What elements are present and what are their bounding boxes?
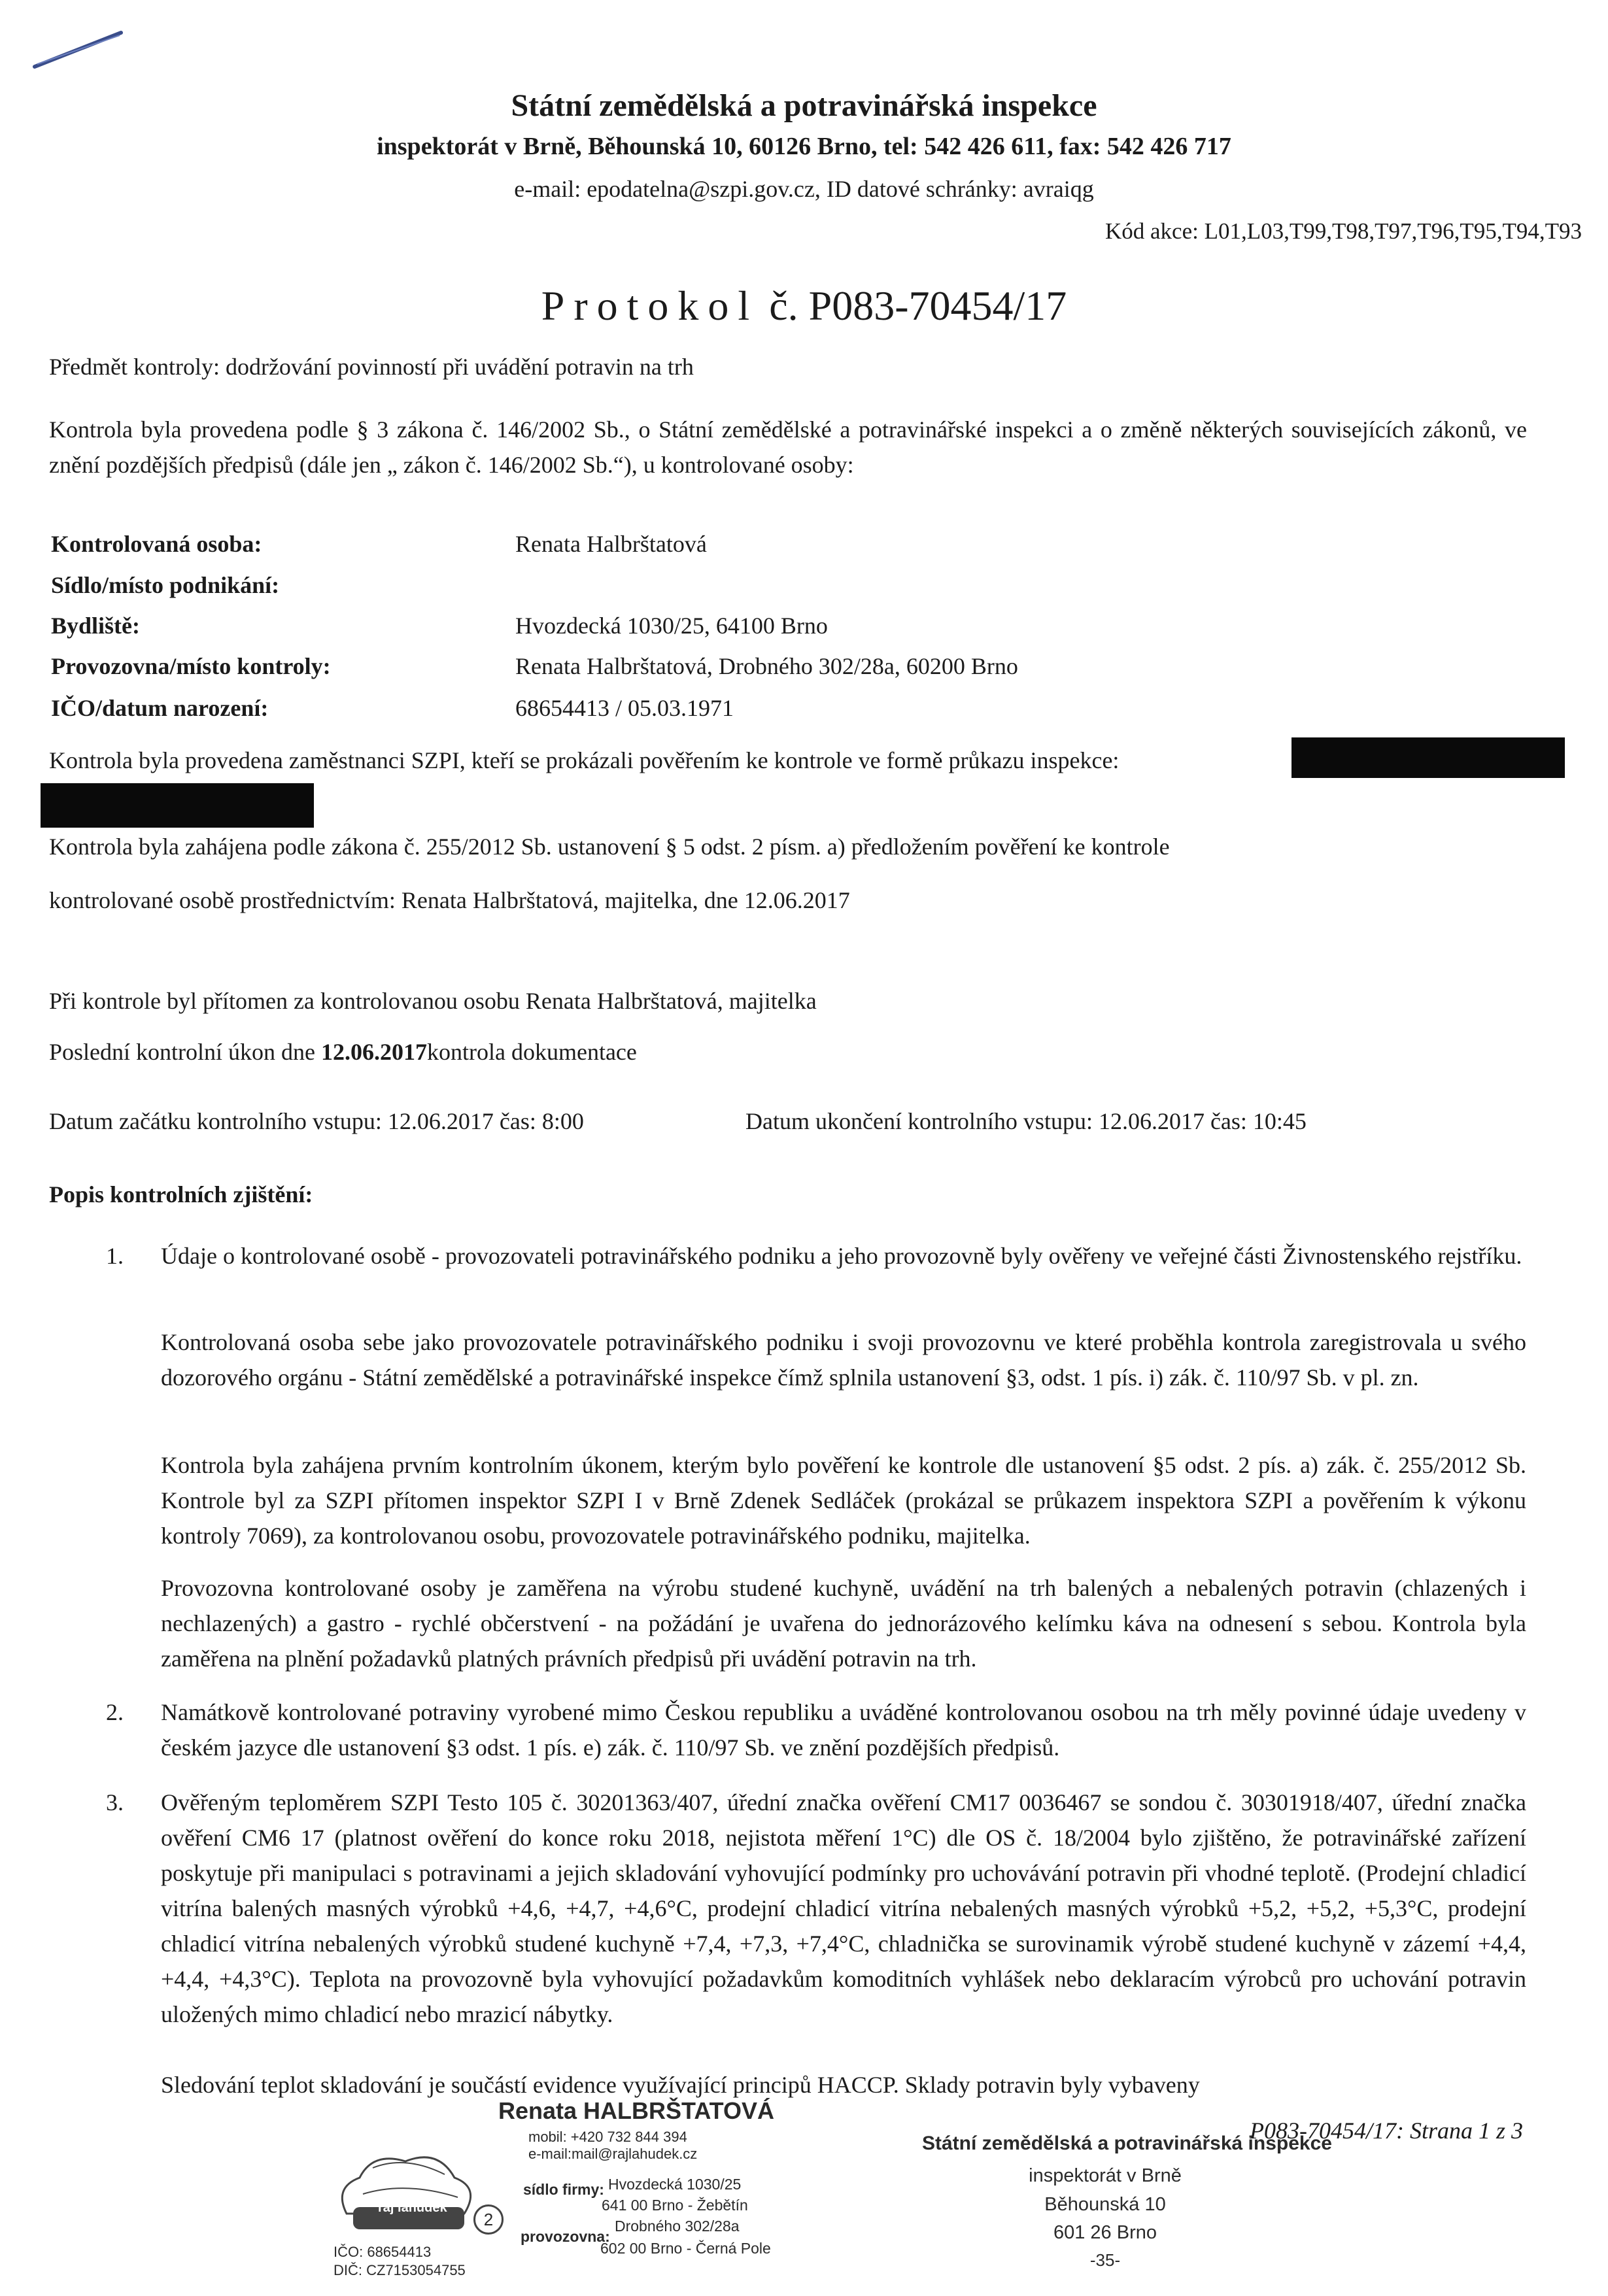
stamp-szpi-line3: 601 26 Brno: [1053, 2222, 1157, 2243]
company-stamp: [327, 2066, 811, 2288]
field-value-ico: 68654413 / 05.03.1971: [515, 695, 734, 721]
stamp-shop-label: provozovna:: [521, 2228, 610, 2245]
stamp-szpi-line4: -35-: [1089, 2250, 1121, 2270]
stamp-hq-line2: 641 00 Brno - Žebětín: [602, 2197, 748, 2214]
field-label-person: Kontrolovaná osoba:: [51, 531, 262, 557]
stamp-hq-label: sídlo firmy:: [523, 2181, 604, 2198]
last-act-text: [49, 1034, 1527, 1070]
stamp-hq-line1: Hvozdecká 1030/25: [608, 2176, 742, 2193]
end-datetime: Datum ukončení kontrolního vstupu: 12.06.2017 čas: 10:45: [745, 1108, 1307, 1134]
finding-1-para-3: Kontrola byla zahájena prvním kontrolním úkonem, kterým bylo pověření ke kontrole dle ustanovení §5 odst. 2 pís. a) zák. č. 255/2012 Sb. Kontrole byl za SZPI přítomen inspektor SZPI I v Brně Zdenek Sedláček (prokázal se průkazem inspektora SZPI a pověřením k výkonu kontroly 7069), za kontrolovanou osobu, provozovatele potravinářského podniku, majitelka.: [161, 1452, 1526, 1549]
authority-title: Státní zemědělská a potravinářská inspekce: [511, 88, 1097, 123]
finding-1-para-4: Provozovna kontrolované osoby je zaměřena na výrobu studené kuchyně, uvádění na trh balených a nebalených potravin (chlazených i nechlazených) a gastro - rychlé občerstvení - na požádání je uvařena do jednorázového kelímku káva na odnesení s sebou. Kontrola byla zaměřena na plnění požadavků platných právních předpisů při uvádění potravin na trh.: [161, 1575, 1526, 1672]
stamp-szpi-line2: Běhounská 10: [1044, 2193, 1166, 2215]
authority-contact: e-mail: epodatelna@szpi.gov.cz, ID datové schránky: avraiqg: [514, 176, 1094, 202]
last-act-prefix: Poslední kontrolní úkon dne: [49, 1039, 321, 1065]
stamp-shop-line2: 602 00 Brno - Černá Pole: [600, 2240, 771, 2257]
redaction-bar: [41, 783, 314, 828]
field-value-residence: Hvozdecká 1030/25, 64100 Brno: [515, 613, 828, 639]
field-label-residence: Bydliště:: [51, 613, 141, 639]
chef-hat-logo-icon: [327, 2142, 484, 2240]
protocol-number: č. P083-70454/17: [769, 282, 1067, 329]
present-person-text: Při kontrole byl přítomen za kontrolovanou osobu Renata Halbrštatová, majitelka: [49, 988, 817, 1014]
finding-3-para-2: Sledování teplot skladování je součástí evidence využívající principů HACCP. Sklady potravin byly vybaveny: [161, 2072, 1200, 2098]
finding-2-para-1: Namátkově kontrolované potraviny vyrobené mimo Českou republiku a uváděné kontrolovanou osobou na trh měly povinné údaje uvedeny v českém jazyce dle ustanovení §3 odst. 1 pís. e) zák. č. 110/97 Sb. ve znění pozdějších předpisů.: [161, 1699, 1526, 1761]
start-datetime: Datum začátku kontrolního vstupu: 12.06.2017 čas: 8:00: [49, 1108, 584, 1134]
inspectors-text: Kontrola byla provedena zaměstnanci SZPI, kteří se prokázali pověřením ke kontrole ve formě průkazu inspekce:: [49, 747, 1120, 773]
redaction-bar: [1292, 737, 1565, 778]
authority-address: inspektorát v Brně, Běhounská 10, 60126 Brno, tel: 542 426 611, fax: 542 426 717: [377, 133, 1231, 160]
last-act-suffix: kontrola dokumentace: [427, 1039, 637, 1065]
field-label-ico: IČO/datum narození:: [51, 695, 269, 721]
stamp-logo-text: ráj lahůdek: [378, 2201, 447, 2215]
legal-basis: Kontrola byla provedena podle § 3 zákona č. 146/2002 Sb., o Státní zemědělské a potravinářské inspekci a o změně některých souvisejících zákonů, ve znění pozdějších předpisů (dále jen „ zákon č. 146/2002 Sb.“), u kontrolované osoby:: [49, 416, 1527, 478]
stamp-ico: IČO: 68654413: [334, 2244, 432, 2260]
action-code: Kód akce: L01,L03,T99,T98,T97,T96,T95,T94,T93: [1104, 218, 1582, 244]
last-act-date: 12.06.2017: [321, 1039, 427, 1065]
field-value-premises: Renata Halbrštatová, Drobného 302/28a, 60200 Brno: [515, 653, 1018, 679]
stamp-szpi-line1: inspektorát v Brně: [1029, 2165, 1182, 2186]
inspection-subject: Předmět kontroly: dodržování povinností při uvádění potravin na trh: [49, 354, 694, 380]
field-label-seat: Sídlo/místo podnikání:: [51, 572, 280, 598]
finding-number: 3.: [106, 1789, 124, 1815]
protocol-word: Protokol: [541, 282, 759, 329]
pen-mark: [29, 26, 128, 72]
findings-heading: Popis kontrolních zjištění:: [49, 1181, 313, 1207]
finding-number: 1.: [106, 1243, 124, 1269]
stamp-company-mobile: mobil: +420 732 844 394: [528, 2129, 687, 2145]
field-value-person: Renata Halbrštatová: [515, 531, 707, 557]
stamp-circle-number: 2: [473, 2204, 504, 2235]
protocol-heading: [0, 275, 1608, 337]
stamp-company-name: Renata HALBRŠTATOVÁ: [498, 2097, 775, 2124]
szpi-stamp: [922, 2118, 1332, 2288]
finding-number: 2.: [106, 1699, 124, 1725]
page-number: P083-70454/17: Strana 1 z 3: [1250, 2118, 1523, 2144]
stamp-dic: DIČ: CZ7153054755: [334, 2262, 466, 2278]
finding-1-para-1: Údaje o kontrolované osobě - provozovateli potravinářského podniku a jeho provozovně byly ověřeny ve veřejné části Živnostenského rejstříku.: [161, 1243, 1522, 1269]
stamp-szpi-title: Státní zemědělská a potravinářská inspekce: [922, 2133, 1332, 2154]
start-text-line2: kontrolované osobě prostřednictvím: Renata Halbrštatová, majitelka, dne 12.06.2017: [49, 887, 850, 913]
start-text-line1: Kontrola byla zahájena podle zákona č. 255/2012 Sb. ustanovení § 5 odst. 2 písm. a) předložením pověření ke kontrole: [49, 834, 1170, 860]
finding-1-para-2: Kontrolovaná osoba sebe jako provozovatele potravinářského podniku i svoji provozovnu ve které proběhla kontrola zaregistrovala u svého dozorového orgánu - Státní zemědělské a potravinářské inspekce čímž splnila ustanovení §3, odst. 1 pís. i) zák. č. 110/97 Sb. v pl. zn.: [161, 1329, 1526, 1391]
finding-3-para-1: Ověřeným teploměrem SZPI Testo 105 č. 30201363/407, úřední značka ověření CM17 0036467 se sondou č. 30301918/407, úřední značka ověření CM6 17 (platnost ověření do konce roku 2018, nejistota měření 1°C) dle OS č. 18/2004 bylo zjištěno, že potravinářské zařízení poskytuje při manipulaci s potravinami a jejich skladování vyhovující podmínky pro uchovávání potravin při vhodné teplotě. (Prodejní chladicí vitrína balených masných výrobků +4,6, +4,7, +4,6°C, prodejní chladicí vitrína nebalených masných výrobků +5,2, +5,2, +5,3°C, prodejní chladicí vitrína nebalených výrobků studené kuchyně +7,4, +7,3, +7,4°C, chladnička se surovinamik výrobě studené kuchyně v zázemí +4,4, +4,4, +4,3°C). Teplota na provozovně byla vyhovující požadavkům komoditních vyhlášek nebo deklaracím výrobců pro uchování potravin uložených mimo chladicí nebo mrazicí nábytky.: [161, 1789, 1526, 2027]
field-label-premises: Provozovna/místo kontroly:: [51, 653, 331, 679]
stamp-company-email: e-mail:mail@rajlahudek.cz: [528, 2146, 698, 2162]
stamp-shop-line1: Drobného 302/28a: [615, 2218, 740, 2235]
